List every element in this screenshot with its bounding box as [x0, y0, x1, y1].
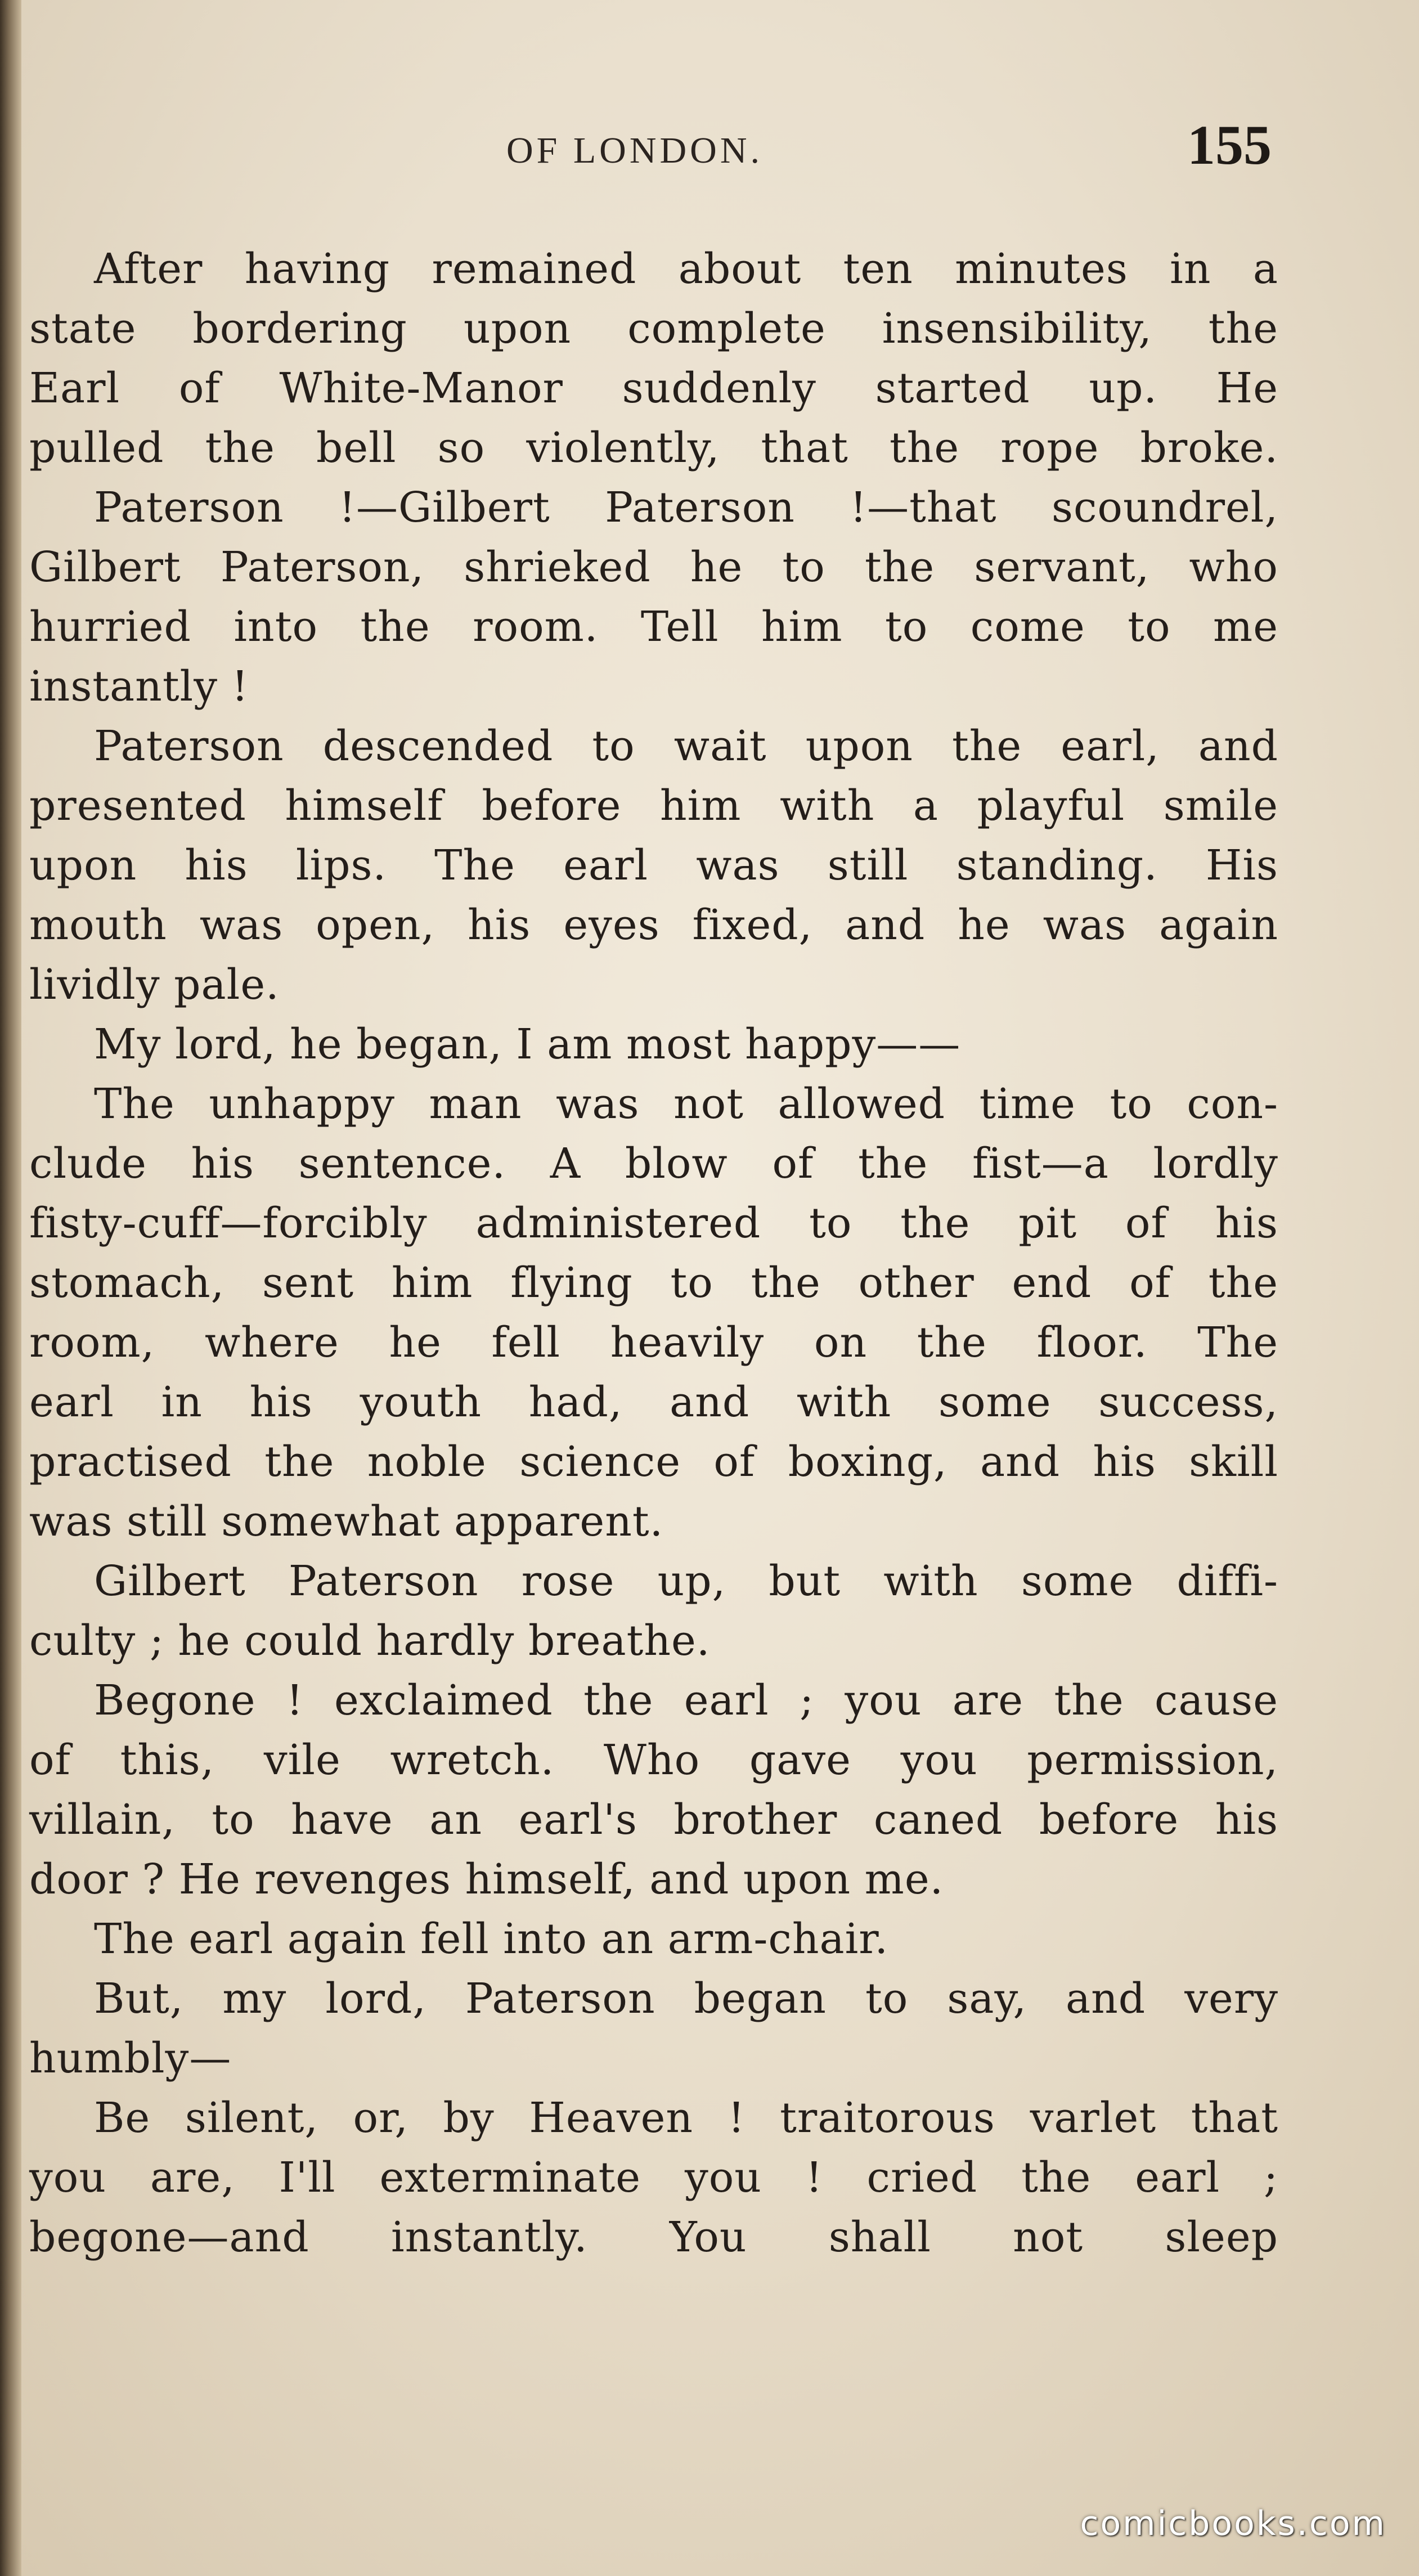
- text-line: The unhappy man was not allowed time to con-: [94, 1080, 1278, 1128]
- text-line: you are, I'll exterminate you ! cried the earl ;: [29, 2153, 1278, 2202]
- text-line: villain, to have an earl's brother caned before his: [29, 1796, 1278, 1844]
- text-line: door ? He revenges himself, and upon me.: [29, 1855, 944, 1904]
- text-line: culty ; he could hardly breathe.: [29, 1617, 711, 1665]
- text-line: upon his lips. The earl was still standing. His: [29, 841, 1278, 890]
- text-line: earl in his youth had, and with some success,: [29, 1378, 1278, 1426]
- text-line: Paterson !—Gilbert Paterson !—that scoundrel,: [94, 483, 1278, 532]
- text-line: Begone ! exclaimed the earl ; you are the cause: [94, 1676, 1278, 1725]
- text-line: pulled the bell so violently, that the rope broke.: [29, 424, 1278, 472]
- text-line: begone—and instantly. You shall not sleep: [29, 2213, 1278, 2261]
- text-line: was still somewhat apparent.: [29, 1497, 664, 1546]
- body-text: [29, 239, 1278, 2267]
- text-line: of this, vile wretch. Who gave you permission,: [29, 1736, 1278, 1784]
- text-line: clude his sentence. A blow of the fist—a lordly: [29, 1139, 1278, 1188]
- site-watermark: comicbooks.com: [1080, 2504, 1386, 2543]
- text-line: My lord, he began, I am most happy——: [94, 1020, 961, 1069]
- text-line: Earl of White-Manor suddenly started up. He: [29, 364, 1278, 412]
- page-header: [34, 113, 1283, 186]
- text-line: hurried into the room. Tell him to come to me: [29, 603, 1278, 651]
- text-line: lividly pale.: [29, 961, 280, 1009]
- text-line: practised the noble science of boxing, and his skill: [29, 1438, 1278, 1486]
- text-line: instantly !: [29, 662, 249, 711]
- text-line: After having remained about ten minutes in a: [94, 245, 1278, 293]
- running-head: OF LONDON.: [506, 130, 763, 171]
- text-line: fisty-cuff—forcibly administered to the pit of his: [29, 1199, 1278, 1247]
- text-line: Gilbert Paterson, shrieked he to the servant, who: [29, 543, 1278, 591]
- text-line: mouth was open, his eyes fixed, and he was again: [29, 901, 1278, 949]
- text-line: Be silent, or, by Heaven ! traitorous varlet that: [94, 2094, 1278, 2142]
- text-line: Paterson descended to wait upon the earl, and: [94, 722, 1278, 770]
- text-line: The earl again fell into an arm-chair.: [94, 1915, 889, 1963]
- book-spine-edge: [0, 0, 21, 2576]
- text-line: But, my lord, Paterson began to say, and very: [94, 1974, 1278, 2023]
- text-line: stomach, sent him flying to the other end of the: [29, 1259, 1278, 1307]
- text-line: room, where he fell heavily on the floor. The: [29, 1318, 1278, 1367]
- text-line: Gilbert Paterson rose up, but with some diffi-: [94, 1557, 1278, 1605]
- text-line: presented himself before him with a playful smile: [29, 782, 1278, 830]
- page-number: 155: [1187, 114, 1272, 176]
- text-line: state bordering upon complete insensibility, the: [29, 304, 1278, 353]
- text-line: humbly—: [29, 2034, 232, 2083]
